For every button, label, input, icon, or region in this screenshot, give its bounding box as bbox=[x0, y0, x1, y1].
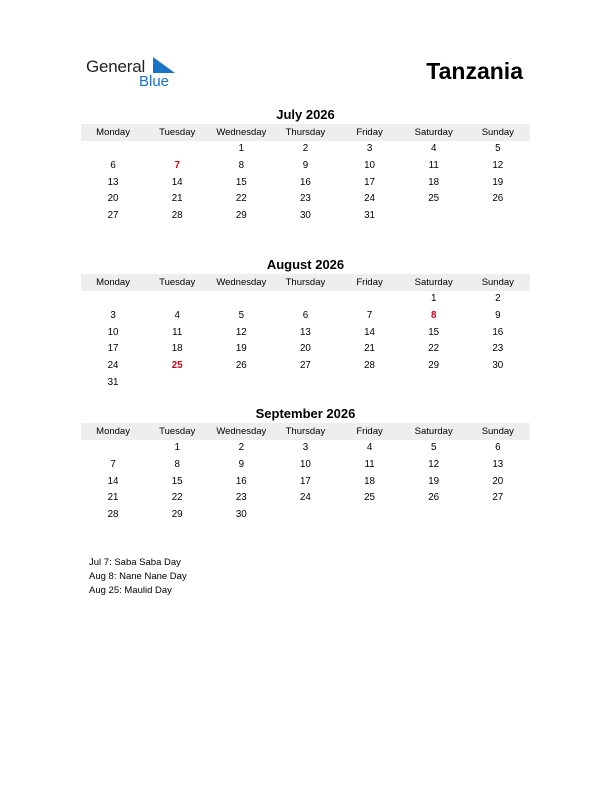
day-cell: 1 bbox=[238, 143, 245, 154]
day-cell: 27 bbox=[107, 210, 119, 222]
week-row bbox=[81, 325, 530, 342]
month-weeks bbox=[81, 141, 530, 225]
day-cell: 9 bbox=[302, 159, 309, 171]
empty-day-cell bbox=[81, 440, 145, 457]
day-cell: 22 bbox=[235, 193, 247, 205]
day-cell: 14 bbox=[171, 176, 183, 188]
day-cell: 11 bbox=[364, 458, 375, 470]
empty-day-cell bbox=[466, 208, 530, 225]
day-cell: 5 bbox=[238, 309, 245, 321]
day-cell: 13 bbox=[299, 326, 311, 338]
day-cell: 28 bbox=[364, 360, 376, 372]
month-title: September 2026 bbox=[255, 406, 356, 421]
brand-name-blue: Blue bbox=[139, 73, 170, 90]
week-row bbox=[81, 141, 530, 158]
month-title: July 2026 bbox=[276, 107, 335, 122]
week-row bbox=[81, 507, 530, 524]
empty-day-cell bbox=[209, 291, 273, 308]
day-cell: 5 bbox=[430, 442, 437, 453]
empty-day-cell bbox=[145, 375, 209, 392]
day-cell: 17 bbox=[364, 176, 376, 188]
day-cell: 10 bbox=[299, 458, 311, 470]
day-cell: 20 bbox=[107, 193, 119, 205]
day-cell: 17 bbox=[299, 475, 311, 487]
month-weeks bbox=[81, 440, 530, 524]
day-cell: 11 bbox=[428, 159, 439, 171]
day-cell: 5 bbox=[495, 143, 501, 154]
month-weeks bbox=[81, 291, 530, 392]
month-block-september bbox=[81, 405, 530, 524]
day-cell: 4 bbox=[366, 442, 373, 453]
day-cell: 1 bbox=[174, 442, 180, 453]
month-block-july bbox=[81, 106, 530, 225]
day-cell: 15 bbox=[428, 326, 440, 338]
day-cell: 6 bbox=[495, 442, 501, 453]
week-row bbox=[81, 291, 530, 308]
day-cell: 2 bbox=[495, 293, 501, 304]
empty-day-cell bbox=[209, 375, 273, 392]
day-cell: 8 bbox=[238, 159, 245, 171]
day-cell: 10 bbox=[107, 326, 119, 338]
day-cell: 6 bbox=[302, 309, 309, 321]
day-cell: 24 bbox=[107, 360, 119, 372]
day-cell: 4 bbox=[174, 309, 180, 321]
weekday-label: Friday bbox=[356, 277, 383, 288]
day-cell: 9 bbox=[495, 309, 501, 321]
holiday-notes bbox=[89, 556, 187, 597]
weekday-label: Thursday bbox=[285, 426, 326, 437]
brand-logo bbox=[86, 54, 186, 94]
week-row bbox=[81, 175, 530, 192]
day-cell: 11 bbox=[172, 326, 183, 338]
weekday-label: Sunday bbox=[481, 127, 514, 138]
day-cell: 25 bbox=[428, 193, 440, 205]
day-cell: 18 bbox=[171, 343, 183, 355]
empty-day-cell bbox=[338, 375, 402, 392]
weekday-label: Sunday bbox=[481, 426, 514, 437]
day-cell: 28 bbox=[171, 210, 183, 222]
day-cell: 22 bbox=[428, 343, 440, 355]
day-cell: 19 bbox=[235, 343, 247, 355]
day-cell: 15 bbox=[171, 475, 183, 487]
day-cell: 29 bbox=[235, 210, 247, 222]
weekday-header-row bbox=[81, 423, 530, 440]
day-cell: 4 bbox=[430, 143, 437, 154]
weekday-label: Wednesday bbox=[216, 277, 267, 288]
month-block-august bbox=[81, 256, 530, 392]
month-title: August 2026 bbox=[266, 257, 345, 272]
day-cell: 2 bbox=[302, 143, 309, 154]
day-cell: 8 bbox=[174, 458, 180, 470]
day-cell: 26 bbox=[492, 193, 504, 205]
day-cell: 8 bbox=[430, 309, 437, 321]
day-cell: 12 bbox=[235, 326, 247, 338]
weekday-label: Wednesday bbox=[216, 127, 267, 138]
weekday-label: Tuesday bbox=[159, 127, 196, 138]
weekday-label: Tuesday bbox=[159, 277, 196, 288]
day-cell: 14 bbox=[364, 326, 376, 338]
day-cell: 19 bbox=[428, 475, 440, 487]
day-cell: 31 bbox=[107, 376, 119, 388]
weekday-header-row bbox=[81, 124, 530, 141]
day-cell: 20 bbox=[299, 343, 311, 355]
empty-day-cell bbox=[273, 291, 337, 308]
weekday-label: Saturday bbox=[414, 127, 453, 138]
day-cell: 9 bbox=[238, 458, 245, 470]
day-cell: 30 bbox=[492, 360, 504, 372]
day-cell: 15 bbox=[235, 176, 247, 188]
empty-day-cell bbox=[273, 375, 337, 392]
weekday-label: Saturday bbox=[414, 277, 453, 288]
week-row bbox=[81, 191, 530, 208]
day-cell: 23 bbox=[299, 193, 311, 205]
week-row bbox=[81, 308, 530, 325]
empty-day-cell bbox=[402, 208, 466, 225]
day-cell: 16 bbox=[299, 176, 311, 188]
day-cell: 18 bbox=[428, 176, 440, 188]
logo-triangle-icon bbox=[153, 57, 175, 73]
day-cell: 29 bbox=[171, 509, 183, 521]
day-cell: 13 bbox=[107, 176, 119, 188]
holiday-note: Aug 8: Nane Nane Day bbox=[89, 570, 187, 582]
day-cell: 7 bbox=[110, 458, 116, 470]
week-row bbox=[81, 208, 530, 225]
day-cell: 13 bbox=[492, 458, 504, 470]
day-cell: 27 bbox=[492, 492, 504, 504]
weekday-label: Thursday bbox=[285, 127, 326, 138]
day-cell: 24 bbox=[299, 492, 311, 504]
day-cell: 3 bbox=[366, 143, 373, 154]
weekday-label: Sunday bbox=[481, 277, 514, 288]
day-cell: 2 bbox=[238, 442, 245, 453]
weekday-label: Monday bbox=[96, 426, 130, 437]
day-cell: 30 bbox=[299, 210, 311, 222]
day-cell: 23 bbox=[235, 492, 247, 504]
empty-day-cell bbox=[81, 291, 145, 308]
empty-day-cell bbox=[402, 507, 466, 524]
holiday-note: Jul 7: Saba Saba Day bbox=[89, 557, 181, 568]
week-row bbox=[81, 341, 530, 358]
weekday-label: Thursday bbox=[285, 277, 326, 288]
day-cell: 7 bbox=[174, 159, 180, 171]
day-cell: 25 bbox=[171, 360, 183, 372]
day-cell: 29 bbox=[428, 360, 440, 372]
day-cell: 23 bbox=[492, 343, 504, 355]
weekday-label: Friday bbox=[356, 127, 383, 138]
day-cell: 12 bbox=[428, 458, 440, 470]
week-row bbox=[81, 375, 530, 392]
day-cell: 21 bbox=[364, 343, 376, 355]
empty-day-cell bbox=[145, 291, 209, 308]
weekday-label: Saturday bbox=[414, 426, 453, 437]
day-cell: 14 bbox=[107, 475, 119, 487]
empty-day-cell bbox=[466, 507, 530, 524]
weekday-label: Wednesday bbox=[216, 426, 267, 437]
day-cell: 28 bbox=[107, 509, 119, 521]
empty-day-cell bbox=[81, 141, 145, 158]
weekday-label: Monday bbox=[96, 277, 130, 288]
day-cell: 27 bbox=[299, 360, 311, 372]
day-cell: 22 bbox=[171, 492, 183, 504]
day-cell: 6 bbox=[110, 159, 116, 171]
empty-day-cell bbox=[466, 375, 530, 392]
day-cell: 17 bbox=[107, 343, 119, 355]
day-cell: 30 bbox=[235, 509, 247, 521]
week-row bbox=[81, 457, 530, 474]
empty-day-cell bbox=[273, 507, 337, 524]
week-row bbox=[81, 358, 530, 375]
day-cell: 3 bbox=[110, 309, 116, 321]
day-cell: 21 bbox=[107, 492, 119, 504]
day-cell: 31 bbox=[364, 210, 376, 222]
day-cell: 7 bbox=[366, 309, 373, 321]
empty-day-cell bbox=[338, 507, 402, 524]
day-cell: 18 bbox=[364, 475, 376, 487]
empty-day-cell bbox=[402, 375, 466, 392]
day-cell: 19 bbox=[492, 176, 504, 188]
day-cell: 26 bbox=[428, 492, 440, 504]
week-row bbox=[81, 474, 530, 491]
country-title: Tanzania bbox=[426, 58, 523, 84]
day-cell: 10 bbox=[364, 159, 376, 171]
weekday-label: Friday bbox=[356, 426, 383, 437]
week-row bbox=[81, 490, 530, 507]
holiday-note: Aug 25: Maulid Day bbox=[89, 584, 172, 596]
weekday-label: Monday bbox=[96, 127, 130, 138]
day-cell: 16 bbox=[235, 475, 247, 487]
empty-day-cell bbox=[145, 141, 209, 158]
day-cell: 3 bbox=[302, 442, 309, 453]
empty-day-cell bbox=[338, 291, 402, 308]
week-row bbox=[81, 158, 530, 175]
day-cell: 21 bbox=[171, 193, 183, 205]
day-cell: 24 bbox=[364, 193, 376, 205]
weekday-header-row bbox=[81, 274, 530, 291]
brand-name-general: General bbox=[86, 57, 146, 76]
weekday-label: Tuesday bbox=[159, 426, 196, 437]
day-cell: 16 bbox=[492, 326, 504, 338]
day-cell: 26 bbox=[235, 360, 247, 372]
day-cell: 20 bbox=[492, 475, 504, 487]
day-cell: 12 bbox=[492, 159, 504, 171]
week-row bbox=[81, 440, 530, 457]
day-cell: 1 bbox=[430, 293, 437, 304]
day-cell: 25 bbox=[364, 492, 376, 504]
